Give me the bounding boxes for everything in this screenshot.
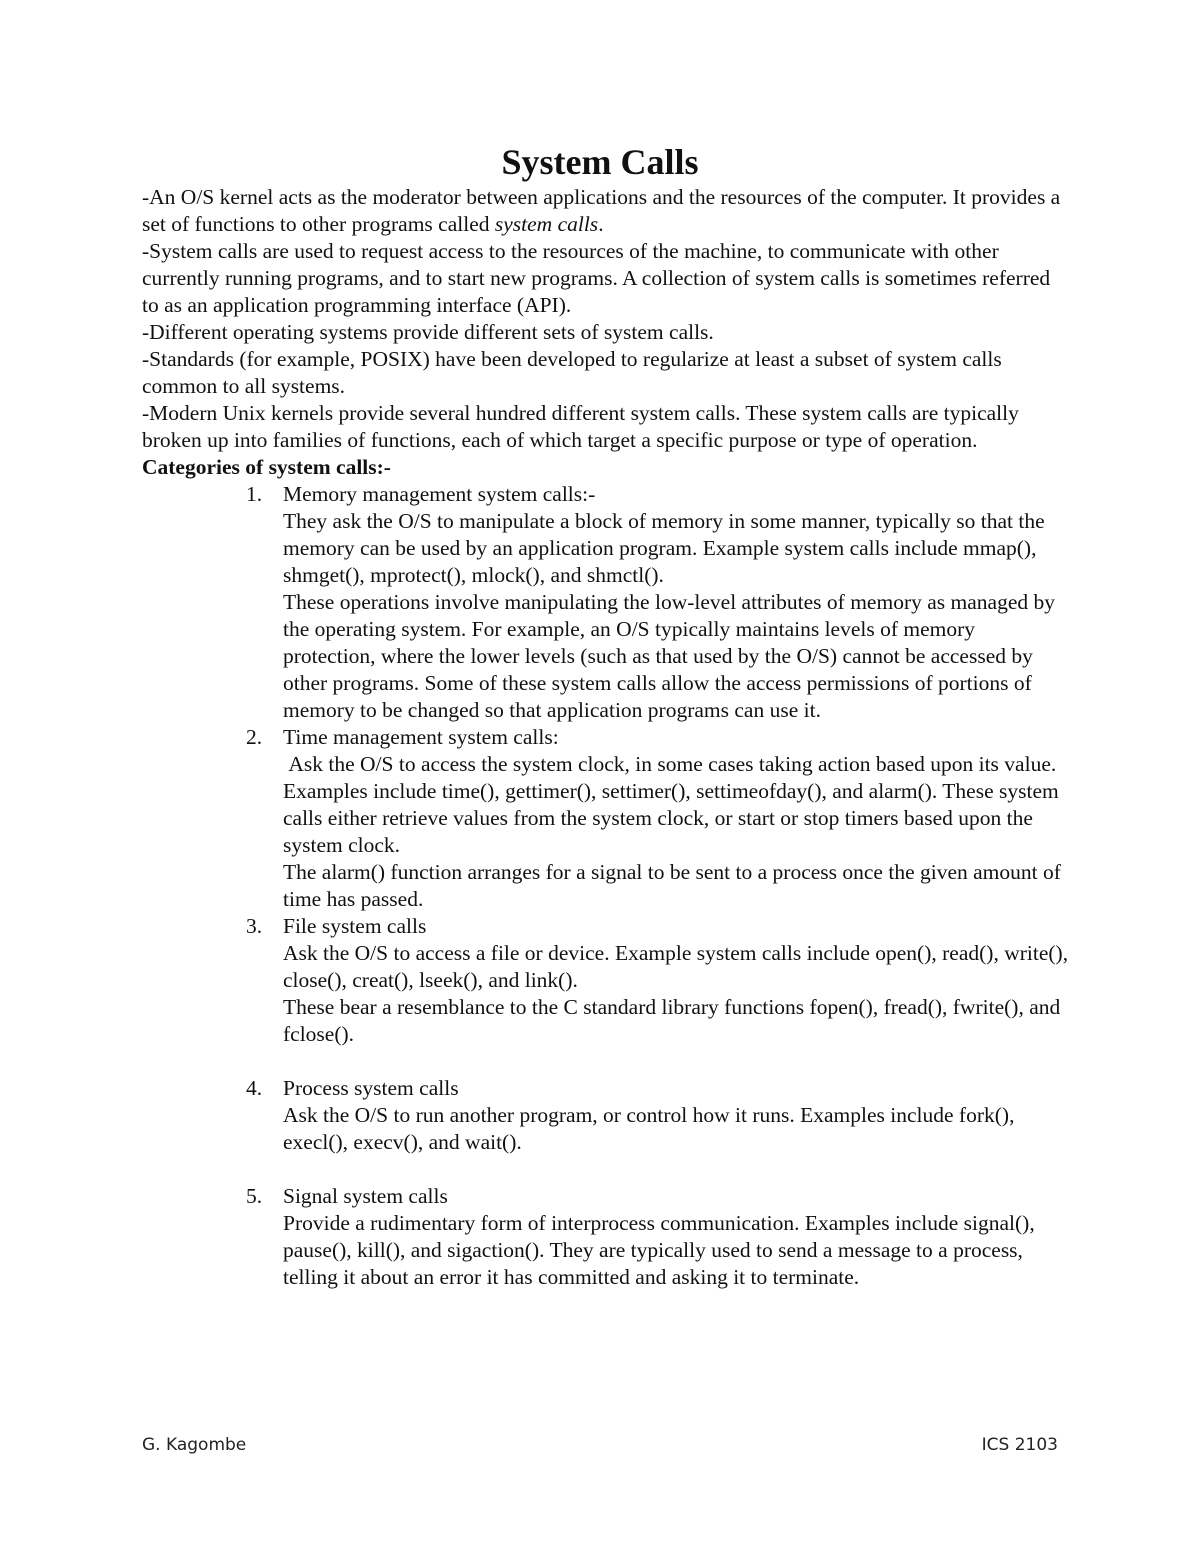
page-title: System Calls: [501, 142, 699, 182]
footer-author: G. Kagombe: [142, 1435, 247, 1455]
list-item-paragraph: Ask the O/S to run another program, or control how it runs. Examples include fork(), execl(), execv(), and wait().: [283, 1103, 1015, 1154]
list-item: [142, 481, 1072, 724]
intro-emphasis: system calls: [494, 212, 599, 236]
intro-paragraph: -Modern Unix kernels provide several hundred different system calls. These system calls are typically broken up into families of functions, each of which target a specific purpose or type of operation.: [142, 401, 1019, 452]
intro-text: .: [598, 212, 604, 236]
list-item: [142, 913, 1072, 1075]
list-item-paragraph: Ask the O/S to access the system clock, in some cases taking action based upon its value.: [283, 752, 1057, 776]
list-item: [142, 1183, 1072, 1291]
list-item-paragraph: Ask the O/S to access a file or device. Example system calls include open(), read(), write(), close(), creat(), lseek(), and link().: [283, 941, 1069, 992]
list-item-paragraph: These operations involve manipulating the low-level attributes of memory as managed by the operating system. For example, an O/S typically maintains levels of memory protection, where the lower levels (such as that used by the O/S) cannot be accessed by other programs. Some of these system calls allow the access permissions of portions of memory to be changed so that application programs can use it.: [283, 590, 1055, 722]
categories-heading: Categories of system calls:-: [142, 455, 391, 479]
list-item-title: Memory management system calls:-: [283, 482, 596, 506]
document-body: [142, 184, 1072, 1291]
list-item-paragraph: They ask the O/S to manipulate a block of memory in some manner, typically so that the memory can be used by an application program. Example system calls include mmap(), shmget(), mprotect(), mlock(), and shmctl().: [283, 509, 1045, 587]
list-item-title: File system calls: [283, 914, 427, 938]
list-item-title: Time management system calls:: [283, 725, 559, 749]
footer-course-code: ICS 2103: [981, 1435, 1058, 1455]
list-item: [142, 1075, 1072, 1183]
list-item: [142, 724, 1072, 913]
list-item-paragraph: These bear a resemblance to the C standard library functions fopen(), fread(), fwrite(), and fclose().: [283, 995, 1061, 1046]
list-item-title: Process system calls: [283, 1076, 459, 1100]
categories-list: [142, 481, 1072, 1291]
list-number: 1.: [246, 482, 263, 506]
list-item-paragraph: Provide a rudimentary form of interprocess communication. Examples include signal(), pause(), kill(), and sigaction(). They are typically used to send a message to a process, telling it about an error it has committed and asking it to terminate.: [283, 1211, 1035, 1289]
list-item-paragraph: Examples include time(), gettimer(), settimer(), settimeofday(), and alarm(). These system calls either retrieve values from the system clock, or start or stop timers based upon the system clock.: [283, 779, 1059, 857]
list-number: 5.: [246, 1184, 263, 1208]
intro-paragraph: -System calls are used to request access to the resources of the machine, to communicate with other currently running programs, and to start new programs. A collection of system calls is sometimes referred to as an application programming interface (API).: [142, 239, 1051, 317]
list-item-title: Signal system calls: [283, 1184, 448, 1208]
list-number: 3.: [246, 914, 263, 938]
intro-paragraph: -Different operating systems provide different sets of system calls.: [142, 320, 714, 344]
list-item-paragraph: The alarm() function arranges for a signal to be sent to a process once the given amount of time has passed.: [283, 860, 1061, 911]
list-number: 2.: [246, 725, 263, 749]
spacer: [283, 1156, 1072, 1183]
intro-paragraph: -Standards (for example, POSIX) have been developed to regularize at least a subset of system calls common to all systems.: [142, 347, 1002, 398]
intro-text: -An O/S kernel acts as the moderator between applications and the resources of the computer. It provides a set of functions to other programs called: [142, 185, 1061, 236]
list-number: 4.: [246, 1076, 263, 1100]
intro-paragraph: [142, 184, 1072, 238]
spacer: [283, 1048, 1072, 1075]
